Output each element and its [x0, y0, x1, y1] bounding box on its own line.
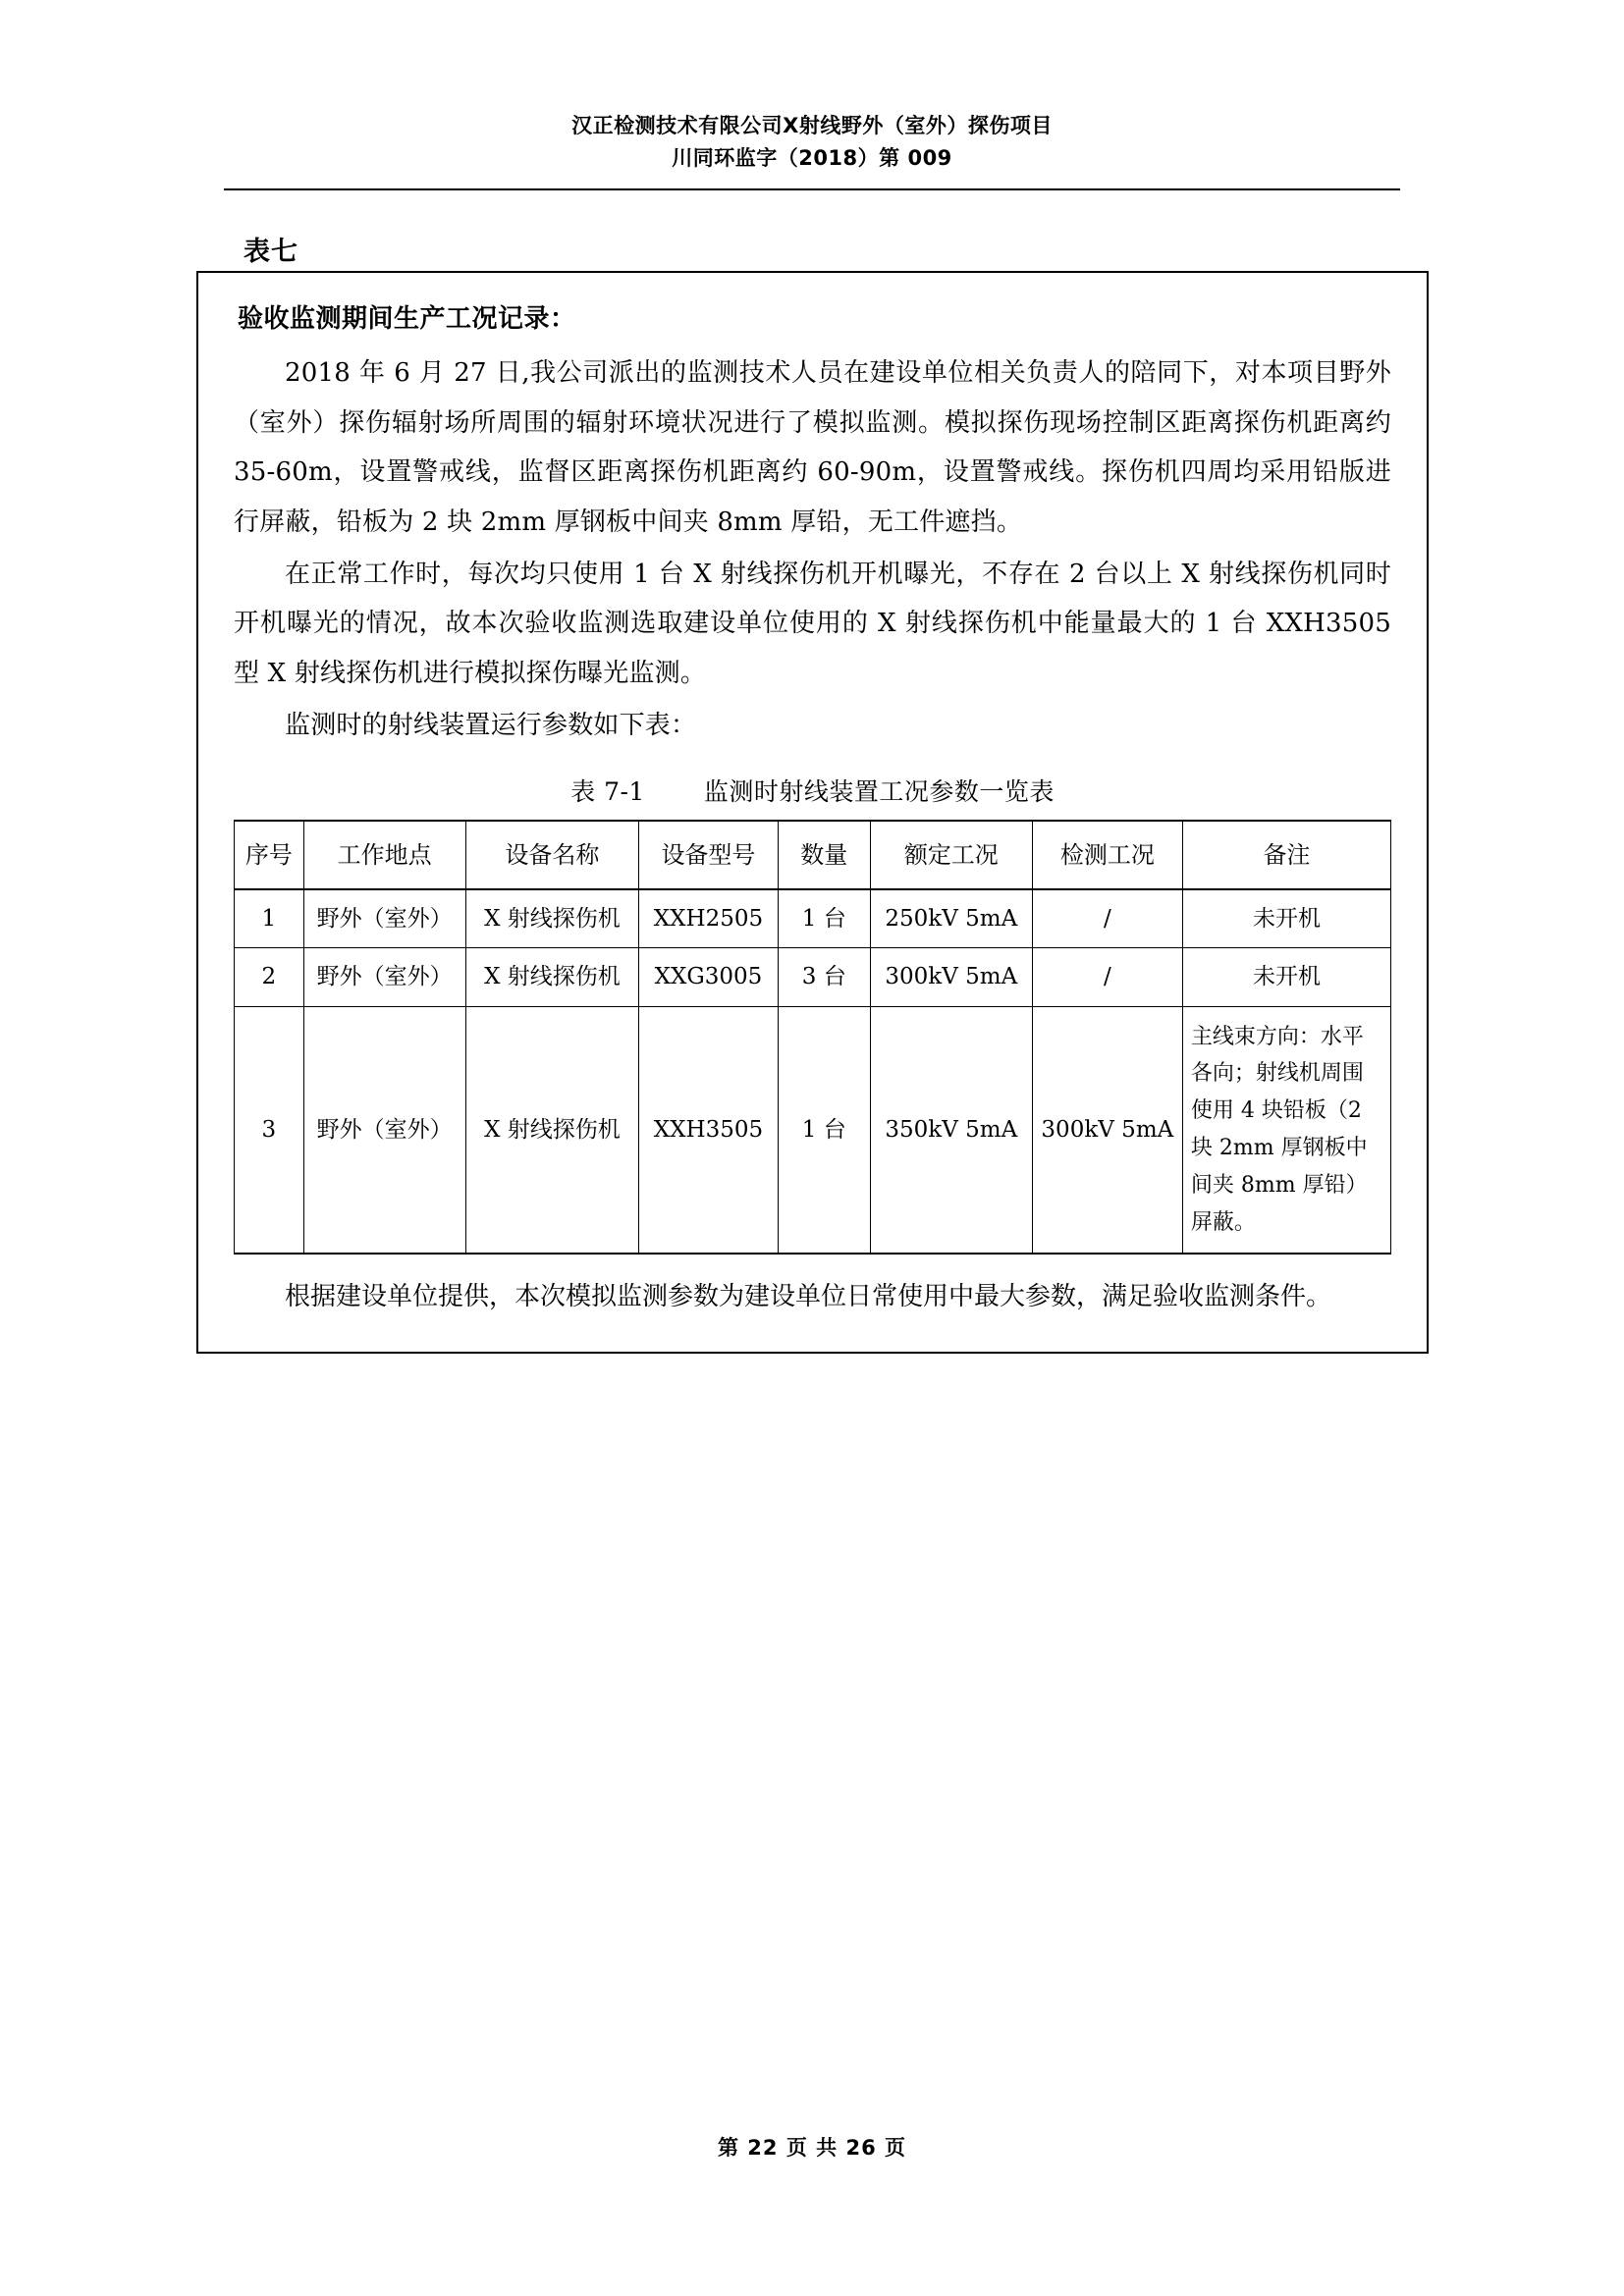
cell-device-model: XXH3505: [639, 1006, 778, 1254]
cell-device-model: XXG3005: [639, 948, 778, 1007]
column-header-test-condition: 检测工况: [1032, 821, 1182, 889]
page-footer: 第 22 页 共 26 页: [717, 2136, 906, 2160]
table-caption: [234, 773, 1391, 808]
table-caption-number: 表 7-1: [570, 776, 645, 806]
paragraph-conclusion: 根据建设单位提供，本次模拟监测参数为建设单位日常使用中最大参数，满足验收监测条件。: [285, 1282, 1332, 1312]
cell-quantity: 3 台: [778, 948, 870, 1007]
cell-remark: 主线束方向：水平各向；射线机周围使用 4 块铅板（2 块 2mm 厚钢板中间夹 8mm 厚铅）屏蔽。: [1182, 1006, 1390, 1254]
cell-quantity: 1 台: [778, 1006, 870, 1254]
table-seven-label: 表七: [244, 237, 298, 267]
cell-device-name: X 射线探伤机: [465, 889, 639, 948]
radiation-device-parameter-table: [234, 820, 1391, 1255]
column-header-rated-condition: 额定工况: [870, 821, 1032, 889]
table-header-row: [235, 821, 1391, 889]
table-row: [235, 1006, 1391, 1254]
column-header-no: 序号: [235, 821, 304, 889]
cell-site: 野外（室外）: [303, 1006, 465, 1254]
table-row: [235, 948, 1391, 1007]
production-conditions-box: [196, 271, 1429, 1354]
table-row: [235, 889, 1391, 948]
column-header-remark: 备注: [1182, 821, 1390, 889]
cell-remark: 未开机: [1182, 889, 1390, 948]
cell-device-name: X 射线探伤机: [465, 1006, 639, 1254]
cell-no: 3: [235, 1006, 304, 1254]
cell-rated-condition: 300kV 5mA: [870, 948, 1032, 1007]
cell-device-model: XXH2505: [639, 889, 778, 948]
column-header-site: 工作地点: [303, 821, 465, 889]
paragraph-normal-operation: 在正常工作时，每次均只使用 1 台 X 射线探伤机开机曝光，不存在 2 台以上 X 射线探伤机同时开机曝光的情况，故本次验收监测选取建设单位使用的 X 射线探伤机中能量最大的 1 台 XXH3505 型 X 射线探伤机进行模拟探伤曝光监测。: [234, 559, 1391, 689]
column-header-device-name: 设备名称: [465, 821, 639, 889]
cell-rated-condition: 350kV 5mA: [870, 1006, 1032, 1254]
cell-quantity: 1 台: [778, 889, 870, 948]
paragraph-parameters-intro: 监测时的射线装置运行参数如下表：: [285, 710, 697, 740]
header-document-number: 川同环监字（2018）第 009: [672, 145, 952, 170]
column-header-quantity: 数量: [778, 821, 870, 889]
cell-test-condition: 300kV 5mA: [1032, 1006, 1182, 1254]
cell-site: 野外（室外）: [303, 889, 465, 948]
cell-remark: 未开机: [1182, 948, 1390, 1007]
cell-test-condition: /: [1032, 889, 1182, 948]
box-title: 验收监测期间生产工况记录：: [238, 304, 576, 334]
cell-no: 2: [235, 948, 304, 1007]
cell-site: 野外（室外）: [303, 948, 465, 1007]
document-header: [0, 110, 1624, 174]
header-divider-rule: [224, 188, 1400, 190]
paragraph-monitoring-description: 2018 年 6 月 27 日,我公司派出的监测技术人员在建设单位相关负责人的陪同下，对本项目野外（室外）探伤辐射场所周围的辐射环境状况进行了模拟监测。模拟探伤现场控制区距离探伤机距离约 35-60m，设置警戒线，监督区距离探伤机距离约 60-90m，设置警戒线。探伤机四周均采用铅版进行屏蔽，铅板为 2 块 2mm 厚钢板中间夹 8mm 厚铅，无工件遮挡。: [234, 358, 1391, 538]
table-caption-title: 监测时射线装置工况参数一览表: [703, 776, 1055, 806]
cell-no: 1: [235, 889, 304, 948]
cell-device-name: X 射线探伤机: [465, 948, 639, 1007]
cell-test-condition: /: [1032, 948, 1182, 1007]
cell-rated-condition: 250kV 5mA: [870, 889, 1032, 948]
column-header-device-model: 设备型号: [639, 821, 778, 889]
header-project-title: 汉正检测技术有限公司X射线野外（室外）探伤项目: [571, 114, 1053, 137]
